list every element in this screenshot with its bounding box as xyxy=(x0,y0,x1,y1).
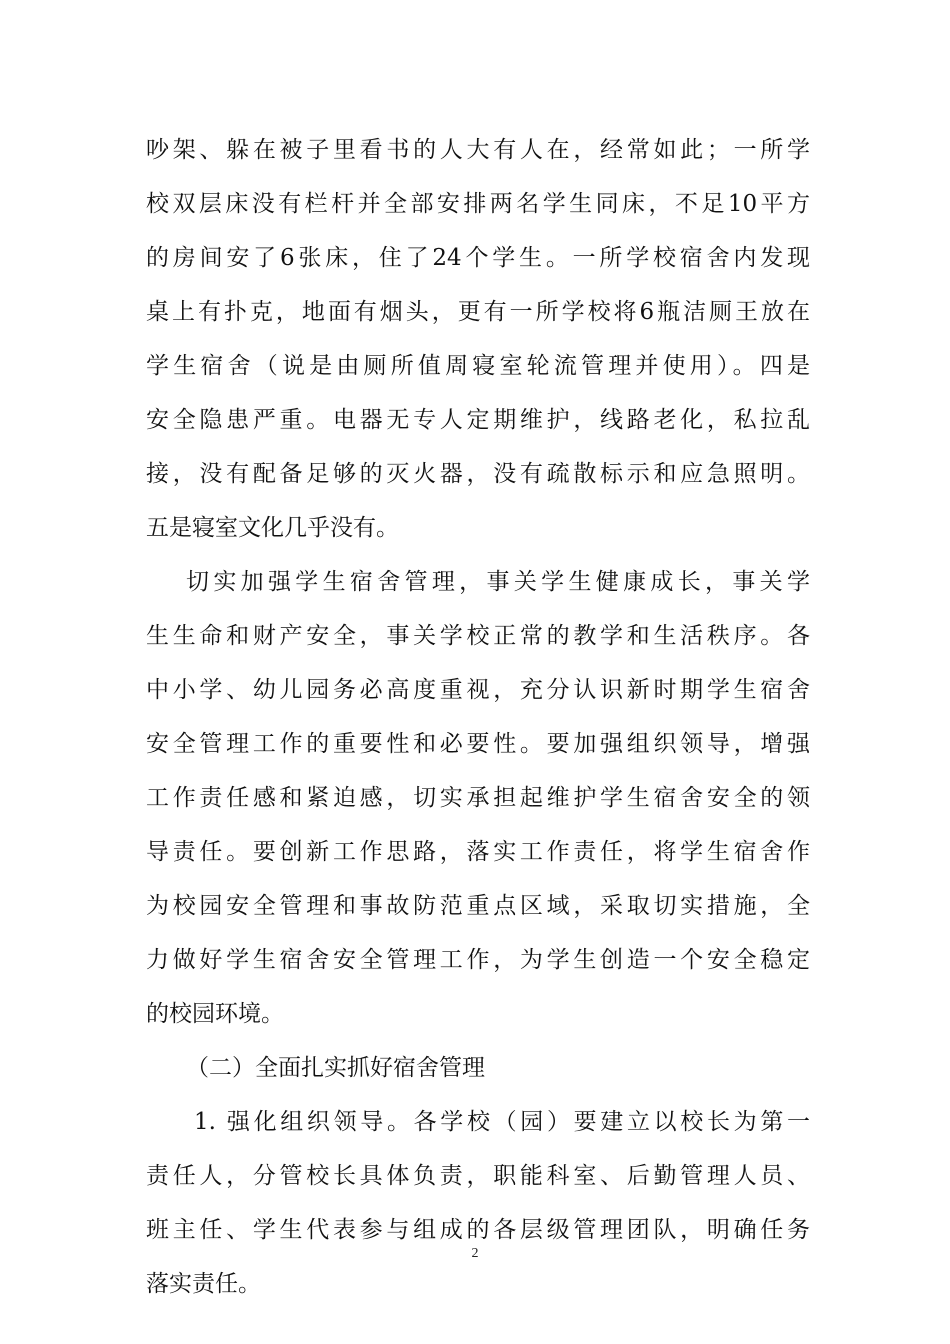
paragraph-2-line-6: 导责任。要创新工作思路，落实工作责任，将学生宿舍作 xyxy=(146,839,810,865)
paragraph-2-line-8: 力做好学生宿舍安全管理工作，为学生创造一个安全稳定 xyxy=(146,947,810,973)
paragraph-2-line-7: 为校园安全管理和事故防范重点区域，采取切实措施，全 xyxy=(146,893,810,919)
paragraph-2-line-5: 工作责任感和紧迫感，切实承担起维护学生宿舍安全的领 xyxy=(146,785,810,811)
paragraph-1-line-1: 吵架、躲在被子里看书的人大有人在，经常如此；一所学 xyxy=(146,137,810,163)
paragraph-1-line-8: 五是寝室文化几乎没有。 xyxy=(146,515,399,541)
paragraph-1-line-6: 安全隐患严重。电器无专人定期维护，线路老化，私拉乱 xyxy=(146,407,810,433)
section-heading: （二）全面扎实抓好宿舍管理 xyxy=(186,1055,485,1081)
paragraph-4-line-4: 落实责任。 xyxy=(146,1271,261,1297)
paragraph-2-line-2: 生生命和财产安全，事关学校正常的教学和生活秩序。各 xyxy=(146,623,810,649)
paragraph-1-line-3: 的房间安了6张床，住了24个学生。一所学校宿舍内发现 xyxy=(146,245,810,271)
paragraph-1-line-7: 接，没有配备足够的灭火器，没有疏散标示和应急照明。 xyxy=(146,461,810,487)
paragraph-1-line-5: 学生宿舍（说是由厕所值周寝室轮流管理并使用）。四是 xyxy=(146,353,810,379)
paragraph-1-line-2: 校双层床没有栏杆并全部安排两名学生同床，不足10平方 xyxy=(146,191,810,217)
paragraph-2-line-3: 中小学、幼儿园务必高度重视，充分认识新时期学生宿舍 xyxy=(146,677,810,703)
paragraph-4-line-3: 班主任、学生代表参与组成的各层级管理团队，明确任务 xyxy=(146,1217,810,1243)
paragraph-2-line-1: 切实加强学生宿舍管理，事关学生健康成长，事关学 xyxy=(186,569,810,595)
paragraph-1-line-4: 桌上有扑克，地面有烟头，更有一所学校将6瓶洁厕王放在 xyxy=(146,299,810,325)
paragraph-4-line-2: 责任人，分管校长具体负责，职能科室、后勤管理人员、 xyxy=(146,1163,810,1189)
paragraph-2-line-4: 安全管理工作的重要性和必要性。要加强组织领导，增强 xyxy=(146,731,810,757)
paragraph-2-line-9: 的校园环境。 xyxy=(146,1001,284,1027)
paragraph-4-line-1: 1. 强化组织领导。各学校（园）要建立以校长为第一 xyxy=(194,1109,810,1135)
page-number: 2 xyxy=(471,1246,479,1261)
